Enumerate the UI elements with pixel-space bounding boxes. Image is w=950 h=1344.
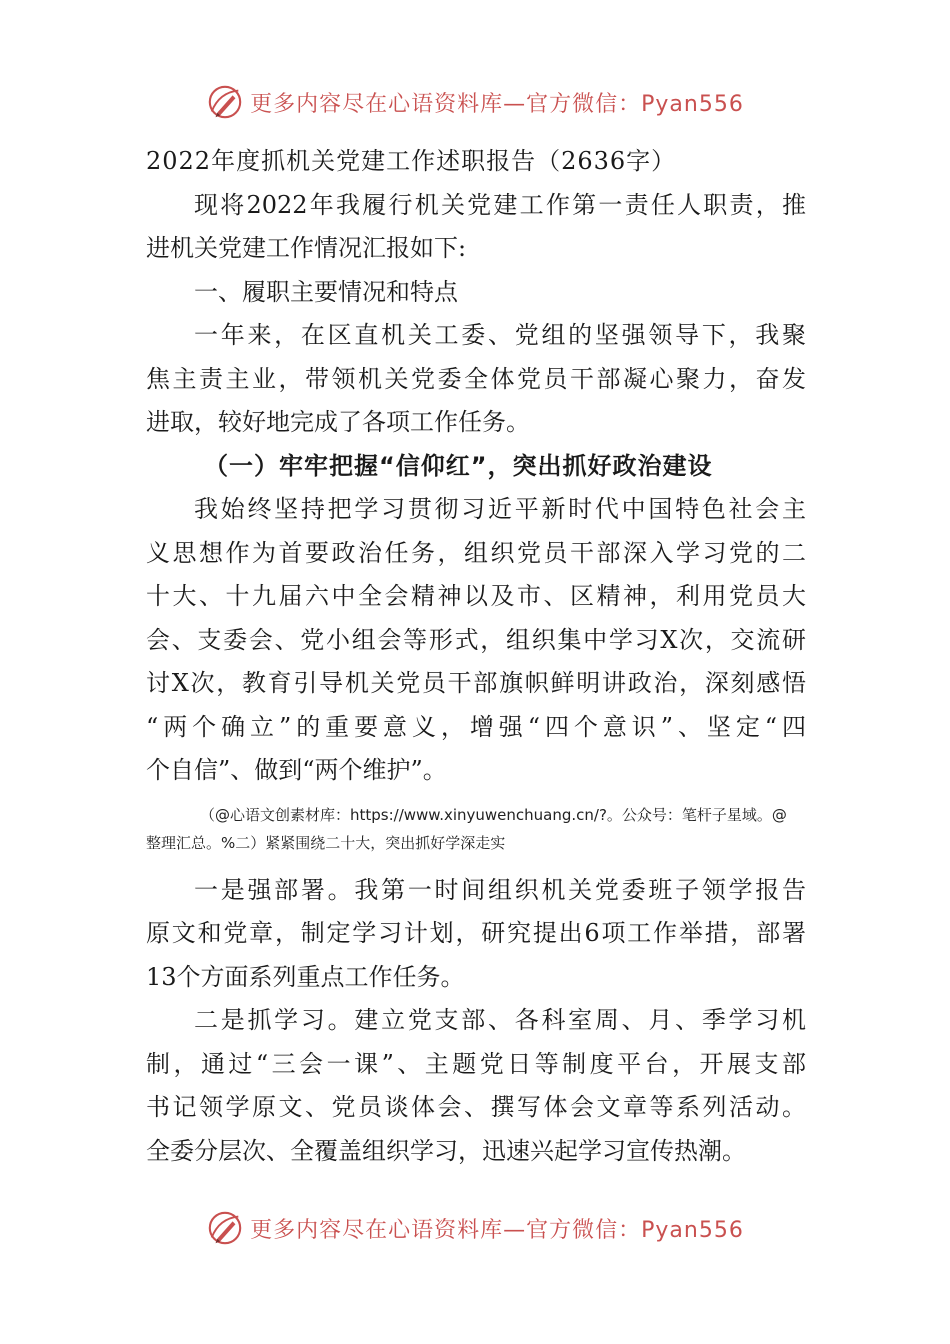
paragraph-line: 会、支委会、党小组会等形式，组织集中学习X次，交流研 [146,625,806,654]
paragraph-line: “两个确立”的重要意义，增强“四个意识”、坚定“四 [146,712,806,741]
paragraph-line: 原文和党章，制定学习计划，研究提出6项工作举措，部署 [146,919,806,947]
document-body [146,140,806,1173]
source-note: （@心语文创素材库：https://www.xinyuwenchuang.cn/?。公众号：笔杆子星域。@ [200,805,787,824]
document-title: 2022年度抓机关党建工作述职报告（2636字） [146,147,677,175]
header-banner [0,82,950,122]
subheading: （一）牢牢把握“信仰红”，突出抓好政治建设 [204,451,713,480]
pen-circle-logo-icon [206,83,244,121]
paragraph-line: 我始终坚持把学习贯彻习近平新时代中国特色社会主 [194,495,806,523]
paragraph-line: 制，通过“三会一课”、主题党日等制度平台，开展支部 [146,1049,806,1078]
intro-line: 进机关党建工作情况汇报如下: [146,234,467,262]
banner-text: 更多内容尽在心语资料库—官方微信：Pyan556 [250,1217,744,1243]
paragraph-line: 13个方面系列重点工作任务。 [146,962,465,991]
banner-text: 更多内容尽在心语资料库—官方微信：Pyan556 [250,91,744,117]
paragraph-line: 十大、十九届六中全会精神以及市、区精神，利用党员大 [146,582,806,610]
paragraph-line: 二是抓学习。建立党支部、各科室周、月、季学习机 [194,1006,806,1034]
paragraph-line: 书记领学原文、党员谈体会、撰写体会文章等系列活动。 [146,1093,806,1121]
intro-line: 现将2022年我履行机关党建工作第一责任人职责，推 [194,190,806,219]
paragraph-line: 进取，较好地完成了各项工作任务。 [146,408,530,436]
paragraph-line: 义思想作为首要政治任务，组织党员干部深入学习党的二 [146,538,806,567]
paragraph-line: 个自信”、做到“两个维护”。 [146,756,447,784]
pen-circle-logo-icon [206,1209,244,1247]
paragraph-line: 一年来，在区直机关工委、党组的坚强领导下，我聚 [194,321,806,349]
paragraph-line: 一是强部署。我第一时间组织机关党委班子领学报告 [194,875,806,904]
paragraph-line: 焦主责主业，带领机关党委全体党员干部凝心聚力，奋发 [146,364,806,393]
source-note: 整理汇总。%二）紧紧围绕二十大，突出抓好学深走实 [146,833,506,852]
section-heading: 一、履职主要情况和特点 [194,277,458,306]
footer-banner [0,1208,950,1248]
paragraph-line: 全委分层次、全覆盖组织学习，迅速兴起学习宣传热潮。 [146,1136,746,1165]
paragraph-line: 讨X次，教育引导机关党员干部旗帜鲜明讲政治，深刻感悟 [146,669,806,697]
